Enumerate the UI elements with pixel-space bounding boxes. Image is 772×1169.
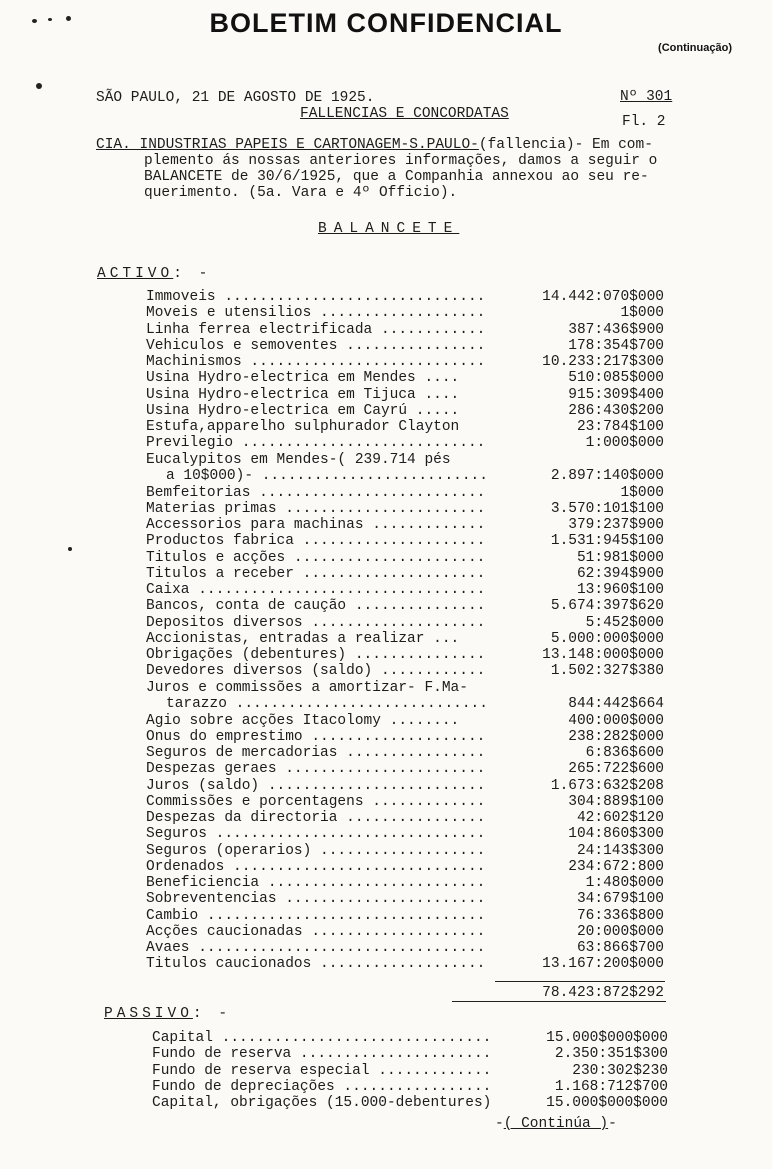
intro-line-1	[96, 137, 726, 153]
ledger-item-value: 62:394$900	[576, 565, 664, 582]
ledger-item-label: Moveis e utensilios ...................	[146, 305, 486, 322]
ledger-row	[146, 778, 664, 794]
ledger-row	[146, 387, 664, 403]
passivo-list	[152, 1030, 668, 1111]
ledger-row	[146, 663, 664, 679]
scan-speck	[68, 547, 72, 551]
continua-footer	[495, 1116, 617, 1132]
ledger-item-label: Avaes .................................	[146, 940, 486, 956]
continuation-label: (Continuação)	[658, 42, 732, 54]
ledger-row	[152, 1046, 668, 1062]
continua-dash-right: -	[608, 1116, 617, 1132]
ledger-item-label: Acções caucionadas ....................	[146, 923, 486, 940]
scan-speck	[66, 16, 71, 21]
ledger-item-value: 13.148:000$000	[542, 647, 664, 663]
activo-heading-suffix: : -	[173, 266, 212, 282]
ledger-item-label: Usina Hydro-electrica em Cayrú .....	[146, 402, 460, 419]
ledger-row	[146, 908, 664, 924]
ledger-item-value: 3.570:101$100	[550, 500, 664, 517]
ledger-row	[146, 794, 664, 810]
ledger-row	[146, 680, 664, 713]
ledger-item-value: 2.897:140$000	[550, 467, 664, 484]
ledger-row	[146, 452, 664, 485]
ledger-item-label: Capital, obrigações (15.000-debentures)	[152, 1095, 492, 1111]
ledger-item-label: Fundo de depreciações .................	[152, 1078, 492, 1095]
ledger-row	[146, 761, 664, 777]
ledger-item-label: Usina Hydro-electrica em Tijuca ....	[146, 386, 460, 403]
ledger-item-label: Ordenados .............................	[146, 858, 486, 875]
ledger-item-label: Seguros (operarios) ...................	[146, 842, 486, 859]
scan-speck	[36, 83, 42, 89]
ledger-item-value: 265:722$600	[568, 761, 664, 778]
ledger-item-value: 51:981$000	[576, 549, 664, 566]
activo-list	[146, 289, 664, 973]
ledger-item-label: Usina Hydro-electrica em Mendes ....	[146, 370, 460, 387]
activo-heading	[97, 266, 211, 282]
ledger-item-label: Estufa,apparelho sulphurador Clayton	[146, 419, 460, 435]
ledger-item-value: 34:679$100	[576, 891, 664, 908]
ledger-row	[152, 1030, 668, 1046]
ledger-item-label: Despezas da directoria ................	[146, 810, 486, 826]
intro-line-2: plemento ás nossas anteriores informações, damos a seguir o	[144, 153, 658, 169]
ledger-item-value: 15.000$000$000	[546, 1030, 668, 1046]
ledger-item-value: 5:452$000	[585, 614, 664, 631]
ledger-item-value: 915:309$400	[568, 386, 664, 403]
ledger-item-value: 1:000$000	[585, 435, 664, 452]
ledger-row	[146, 875, 664, 891]
ledger-row	[146, 370, 664, 386]
ledger-item-label: Caixa .................................	[146, 582, 486, 598]
ledger-item-label: Juros e commissões a amortizar- F.Ma-	[146, 679, 468, 696]
ledger-item-value: 178:354$700	[568, 337, 664, 354]
ledger-item-value: 24:143$300	[576, 842, 664, 859]
ledger-row	[146, 322, 664, 338]
ledger-row	[146, 631, 664, 647]
bulletin-title: BOLETIM CONFIDENCIAL	[209, 8, 563, 38]
ledger-row	[146, 826, 664, 842]
ledger-item-value: 20:000$000	[576, 923, 664, 940]
scan-speck	[32, 19, 37, 23]
ledger-item-label: Productos fabrica .....................	[146, 533, 486, 550]
ledger-item-label-continued: a 10$000)- ..........................	[166, 467, 488, 484]
ledger-row	[146, 517, 664, 533]
subject-heading: FALLENCIAS E CONCORDATAS	[300, 106, 509, 122]
ledger-row	[152, 1079, 668, 1095]
ledger-row	[146, 501, 664, 517]
ledger-row	[146, 598, 664, 614]
intro-line-1-rest: (fallencia)- Em com-	[478, 137, 653, 153]
ledger-row	[146, 647, 664, 663]
intro-line-4: querimento. (5a. Vara e 4º Officio).	[144, 185, 458, 201]
ledger-row	[146, 891, 664, 907]
ledger-item-value: 10.233:217$300	[542, 354, 664, 370]
ledger-item-label: Titulos e acções ......................	[146, 549, 486, 566]
ledger-item-label: Materias primas .......................	[146, 500, 486, 517]
ledger-item-value: 5.674:397$620	[550, 598, 664, 615]
ledger-item-value: 400:000$000	[568, 712, 664, 729]
ledger-item-label: Sobreventencias .......................	[146, 891, 486, 908]
ledger-row	[146, 419, 664, 435]
ledger-row	[146, 924, 664, 940]
ledger-row	[146, 582, 664, 598]
ledger-item-value: 1:480$000	[585, 875, 664, 891]
folio-number: Fl. 2	[622, 114, 666, 130]
ledger-row	[146, 729, 664, 745]
ledger-item-label: Despezas geraes .......................	[146, 761, 486, 778]
continua-dash-left: -	[495, 1116, 504, 1132]
passivo-heading	[104, 1006, 231, 1022]
ledger-item-label: Depositos diversos ....................	[146, 614, 486, 631]
ledger-item-value: 63:866$700	[576, 940, 664, 956]
ledger-row	[146, 843, 664, 859]
ledger-item-value: 1.502:327$380	[550, 663, 664, 680]
ledger-item-value: 23:784$100	[576, 419, 664, 435]
ledger-item-label: Seguros de mercadorias ................	[146, 745, 486, 761]
ledger-item-value: 1.673:632$208	[550, 777, 664, 794]
ledger-item-value: 6:836$600	[585, 745, 664, 761]
ledger-item-value: 286:430$200	[568, 402, 664, 419]
ledger-item-label: Eucalypitos em Mendes-( 239.714 pés	[146, 451, 451, 468]
ledger-item-value: 387:436$900	[568, 321, 664, 338]
total-rule-thin	[495, 981, 665, 982]
ledger-item-value: 1$000	[620, 484, 664, 501]
ledger-item-value: 238:282$000	[568, 728, 664, 745]
passivo-heading-text: PASSIVO	[104, 1006, 193, 1022]
ledger-item-label: Previlegio ............................	[146, 435, 486, 452]
ledger-item-value: 76:336$800	[576, 907, 664, 924]
passivo-heading-suffix: : -	[192, 1006, 232, 1022]
ledger-item-label: Accessorios para machinas .............	[146, 517, 486, 533]
ledger-item-label: Vehiculos e semoventes ................	[146, 337, 486, 354]
ledger-item-label: Devedores diversos (saldo) ............	[146, 663, 486, 680]
ledger-item-label: Immoveis ..............................	[146, 289, 486, 305]
ledger-row	[146, 940, 664, 956]
ledger-item-label: Seguros ...............................	[146, 826, 486, 843]
intro-paragraph	[96, 137, 726, 201]
ledger-item-label: Linha ferrea electrificada ............	[146, 321, 486, 338]
ledger-item-value: 42:602$120	[576, 810, 664, 826]
ledger-item-value: 13:960$100	[576, 582, 664, 598]
ledger-item-value: 379:237$900	[568, 517, 664, 533]
ledger-item-label: Capital ...............................	[152, 1030, 492, 1046]
ledger-item-value: 104:860$300	[568, 826, 664, 843]
ledger-item-label: Commissões e porcentagens .............	[146, 793, 486, 810]
ledger-item-label: Bancos, conta de caução ...............	[146, 598, 486, 615]
intro-line-3: BALANCETE de 30/6/1925, que a Companhia annexou ao seu re-	[144, 169, 649, 185]
ledger-item-label: Machinismos ...........................	[146, 354, 486, 370]
ledger-row	[152, 1063, 668, 1079]
ledger-item-value: 510:085$000	[568, 370, 664, 387]
ledger-item-value: 5.000:000$000	[550, 630, 664, 647]
ledger-row	[146, 810, 664, 826]
bulletin-number: Nº 301	[620, 89, 673, 105]
ledger-row	[146, 485, 664, 501]
ledger-item-label: Fundo de reserva especial .............	[152, 1062, 492, 1079]
ledger-item-label: Onus do emprestimo ....................	[146, 728, 486, 745]
total-rule-thick	[452, 1001, 666, 1002]
ledger-item-label: Bemfeitorias ..........................	[146, 484, 486, 501]
ledger-item-label: Juros (saldo) .........................	[146, 777, 486, 794]
ledger-row	[146, 305, 664, 321]
ledger-item-value: 13.167:200$000	[542, 956, 664, 973]
ledger-item-label-continued: tarazzo .............................	[166, 695, 488, 712]
dateline: SÃO PAULO, 21 DE AGOSTO DE 1925.	[96, 90, 375, 106]
ledger-row	[146, 859, 664, 875]
ledger-item-value: 844:442$664	[568, 695, 664, 712]
ledger-item-label: Titulos caucionados ...................	[146, 956, 486, 973]
ledger-item-label: Accionistas, entradas a realizar ...	[146, 630, 460, 647]
company-name: CIA. INDUSTRIAS PAPEIS E CARTONAGEM-S.PAULO-	[96, 137, 479, 153]
ledger-item-label: Cambio ................................	[146, 907, 486, 924]
scan-speck	[48, 18, 52, 21]
ledger-item-label: Agio sobre acções Itacolomy ........	[146, 712, 460, 729]
ledger-row	[146, 745, 664, 761]
ledger-row	[146, 956, 664, 972]
ledger-row	[146, 713, 664, 729]
ledger-item-value: 1$000	[620, 305, 664, 322]
ledger-item-label: Obrigações (debentures) ...............	[146, 647, 486, 663]
ledger-item-value: 1.531:945$100	[550, 533, 664, 550]
ledger-row	[146, 338, 664, 354]
activo-total: 78.423:872$292	[542, 985, 664, 1001]
ledger-item-value: 234:672:800	[568, 858, 664, 875]
ledger-item-value: 230:302$230	[572, 1062, 668, 1079]
balancete-title: BALANCETE	[318, 221, 460, 237]
activo-heading-text: ACTIVO	[97, 266, 174, 282]
ledger-item-label: Beneficiencia .........................	[146, 875, 486, 891]
ledger-item-value: 1.168:712$700	[554, 1078, 668, 1095]
ledger-row	[152, 1095, 668, 1111]
ledger-row	[146, 566, 664, 582]
ledger-row	[146, 403, 664, 419]
ledger-item-value: 15.000$000$000	[546, 1095, 668, 1111]
ledger-row	[146, 615, 664, 631]
continua-label: ( Continúa )	[503, 1116, 609, 1132]
ledger-row	[146, 289, 664, 305]
ledger-item-value: 14.442:070$000	[542, 289, 664, 305]
ledger-item-value: 304:889$100	[568, 793, 664, 810]
ledger-item-label: Titulos a receber .....................	[146, 565, 486, 582]
ledger-row	[146, 533, 664, 549]
ledger-item-value: 2.350:351$300	[554, 1046, 668, 1063]
ledger-row	[146, 550, 664, 566]
ledger-item-label: Fundo de reserva ......................	[152, 1046, 492, 1063]
ledger-row	[146, 354, 664, 370]
ledger-row	[146, 435, 664, 451]
